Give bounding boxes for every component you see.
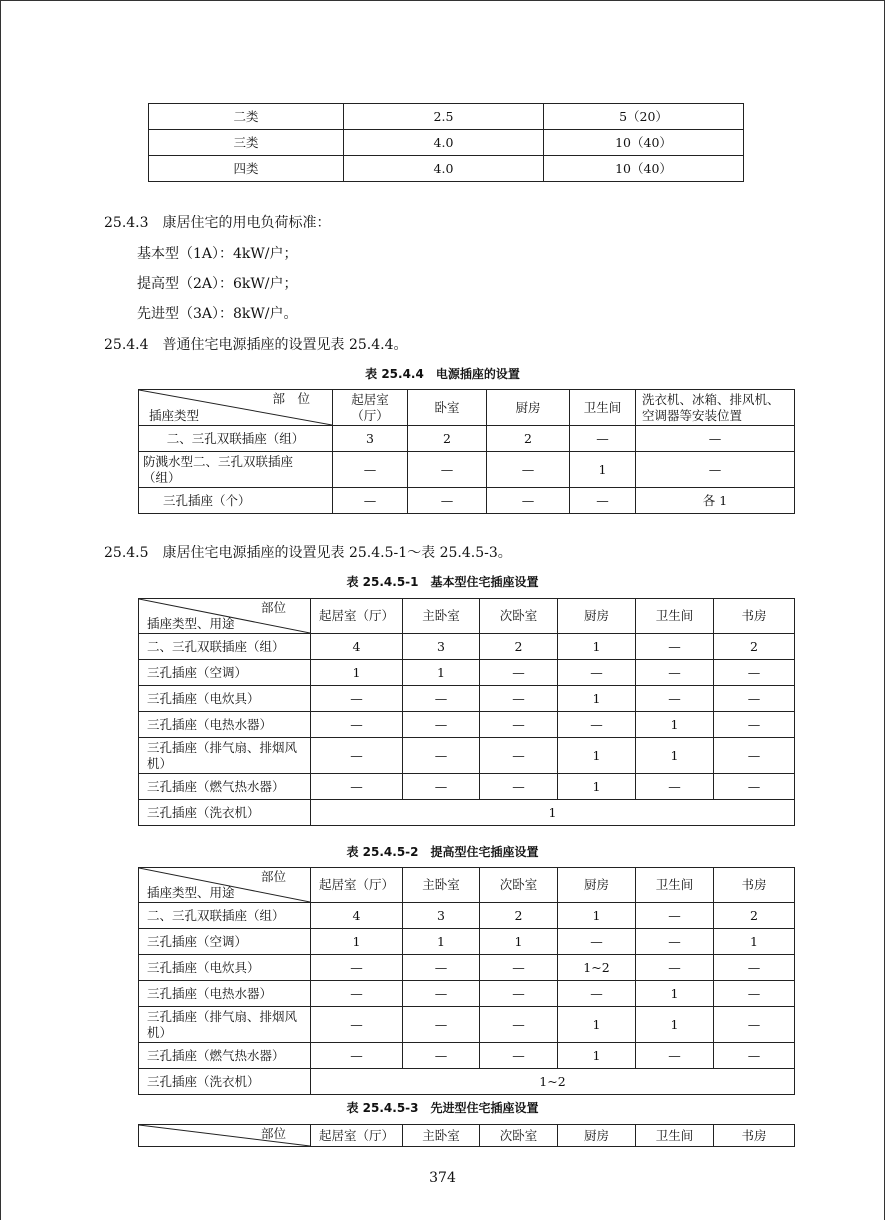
cell: — [408,488,487,514]
col-header: 主卧室 [403,868,480,903]
diagonal-header-cell [139,599,311,634]
table-power-class [148,103,744,182]
col-header: 起居室（厅） [311,599,403,634]
cell: 1 [714,929,795,955]
col-header: 卫生间 [636,868,714,903]
cell: 4 [311,903,403,929]
table-row [139,981,795,1007]
table-25-4-5-1-caption: 表 25.4.5-1 基本型住宅插座设置 [346,575,539,589]
cell: 2.5 [344,104,544,130]
row-label: 三孔插座（空调） [139,929,311,955]
cell: 2 [714,634,795,660]
cell: 1 [558,738,636,774]
col-header: 书房 [714,868,795,903]
cell: 1 [558,1007,636,1043]
row-label: 三孔插座（排气扇、排烟风机） [139,1007,311,1043]
table-row [139,1007,795,1043]
cell: — [311,981,403,1007]
cell: — [311,738,403,774]
cell: — [480,774,558,800]
cell: — [636,1043,714,1069]
cell: — [311,774,403,800]
cell: — [480,686,558,712]
table-row [139,634,795,660]
cell: — [714,712,795,738]
section-25-4-4-heading: 25.4.4 普通住宅电源插座的设置见表 25.4.4。 [104,337,408,353]
row-label: 二、三孔双联插座（组） [139,903,311,929]
cell: — [558,929,636,955]
cell: 各 1 [636,488,795,514]
cell: 1 [558,1043,636,1069]
cell: — [403,981,480,1007]
cell: 2 [480,634,558,660]
cell: — [558,981,636,1007]
cell: — [570,426,636,452]
table-25-4-4 [138,389,795,514]
table-row [149,156,744,182]
cell: — [570,488,636,514]
cell: — [403,1007,480,1043]
table-row [139,686,795,712]
cell: — [636,686,714,712]
cell: 1 [403,660,480,686]
cell: 3 [333,426,408,452]
cell: — [487,452,570,488]
cell: — [714,738,795,774]
cell: 10（40） [544,156,744,182]
table-row [139,800,795,826]
cell: — [636,426,795,452]
table-row [139,929,795,955]
cell: — [636,774,714,800]
cell: — [403,738,480,774]
cell: — [311,1043,403,1069]
cell: 4.0 [344,156,544,182]
cell: — [636,903,714,929]
table-row [139,738,795,774]
cell: — [311,1007,403,1043]
diagonal-header-cell [139,390,333,426]
cell: — [403,686,480,712]
table-row [149,104,744,130]
cell: 4.0 [344,130,544,156]
table-row [139,955,795,981]
cell: 3 [403,634,480,660]
cell: — [636,929,714,955]
cell: — [333,452,408,488]
cell: — [480,738,558,774]
cell: 1 [558,774,636,800]
row-label: 三孔插座（电热水器） [139,981,311,1007]
row-label: 二、三孔双联插座（组） [139,634,311,660]
load-standard-improved: 提高型（2A）：6kW/户； [137,276,298,292]
row-label: 三孔插座（电炊具） [139,955,311,981]
cell: — [480,1043,558,1069]
col-header: 主卧室 [403,1125,480,1147]
row-label: 三孔插座（电热水器） [139,712,311,738]
diag-bottom-label: 插座类型、用途 [147,885,235,901]
page-number: 374 [429,1170,456,1186]
cell: 2 [487,426,570,452]
table-row [139,1043,795,1069]
diag-top-label: 部位 [260,600,286,615]
col-header: 起居室（厅） [311,868,403,903]
cell: 二类 [149,104,344,130]
cell: 1 [636,712,714,738]
cell: 1~2 [558,955,636,981]
col-header: 次卧室 [480,1125,558,1147]
cell: — [558,712,636,738]
cell: 1 [558,686,636,712]
cell: 1 [480,929,558,955]
cell: — [558,660,636,686]
cell: — [714,955,795,981]
row-label: 二、三孔双联插座（组） [139,426,333,452]
cell: — [636,634,714,660]
col-header: 厨房 [558,599,636,634]
cell: 4 [311,634,403,660]
col-header: 起居室 （厅） [333,390,408,426]
cell: — [480,660,558,686]
row-label: 三孔插座（电炊具） [139,686,311,712]
cell: — [714,1043,795,1069]
col-header: 次卧室 [480,868,558,903]
row-label: 三孔插座（空调） [139,660,311,686]
table-25-4-5-2 [138,867,795,1095]
row-label: 三孔插座（洗衣机） [139,800,311,826]
cell: — [403,712,480,738]
col-header: 卫生间 [570,390,636,426]
row-label: 防溅水型二、三孔双联插座（组） [139,452,333,488]
diag-bottom-label: 插座类型、用途 [147,616,235,632]
cell: — [480,981,558,1007]
cell: 1 [636,1007,714,1043]
diag-top-label: 部位 [260,1126,286,1141]
cell: — [480,712,558,738]
cell: — [480,955,558,981]
table-row [139,774,795,800]
cell: — [403,1043,480,1069]
col-header: 卧室 [408,390,487,426]
section-25-4-5-heading: 25.4.5 康居住宅电源插座的设置见表 25.4.5-1～表 25.4.5-3。 [104,545,512,561]
col-header: 起居室（厅） [311,1125,403,1147]
cell: — [403,774,480,800]
cell: — [480,1007,558,1043]
section-25-4-3-heading: 25.4.3 康居住宅的用电负荷标准： [104,215,331,231]
diagonal-header-cell [139,1125,311,1147]
col-header: 主卧室 [403,599,480,634]
table-row [139,660,795,686]
table-row [139,903,795,929]
table-row [139,1069,795,1095]
diag-bottom-label: 插座类型 [149,408,200,424]
cell: 三类 [149,130,344,156]
cell: 1 [558,634,636,660]
col-header: 书房 [714,1125,795,1147]
cell: 1 [636,981,714,1007]
col-header: 厨房 [558,868,636,903]
row-label: 三孔插座（排气扇、排烟风机） [139,738,311,774]
cell: 1 [403,929,480,955]
cell: 2 [408,426,487,452]
cell: 5（20） [544,104,744,130]
cell: 1 [636,738,714,774]
table-25-4-5-1 [138,598,795,826]
table-25-4-5-3-caption: 表 25.4.5-3 先进型住宅插座设置 [346,1101,539,1115]
row-label: 三孔插座（燃气热水器） [139,1043,311,1069]
col-header: 洗衣机、冰箱、排风机、 空调器等安装位置 [636,390,795,426]
cell: — [636,452,795,488]
diag-top-label: 部 位 [272,391,310,406]
col-header: 卫生间 [636,1125,714,1147]
cell: — [714,686,795,712]
header-row [139,599,795,634]
table-row [149,130,744,156]
load-standard-basic: 基本型（1A）：4kW/户； [137,246,298,262]
cell: — [714,774,795,800]
row-label: 三孔插座（燃气热水器） [139,774,311,800]
merged-cell: 1 [311,800,795,826]
cell: 1 [311,660,403,686]
table-25-4-5-2-caption: 表 25.4.5-2 提高型住宅插座设置 [346,845,539,859]
col-header: 厨房 [487,390,570,426]
cell: — [636,660,714,686]
table-row [139,712,795,738]
row-label: 三孔插座（个） [139,488,333,514]
table-25-4-4-caption: 表 25.4.4 电源插座的设置 [365,367,520,381]
row-label: 三孔插座（洗衣机） [139,1069,311,1095]
col-header: 厨房 [558,1125,636,1147]
cell: 四类 [149,156,344,182]
table-25-4-5-3 [138,1124,795,1147]
header-row [139,1125,795,1147]
load-standard-advanced: 先进型（3A）：8kW/户。 [137,306,298,322]
cell: 3 [403,903,480,929]
cell: — [636,955,714,981]
cell: — [403,955,480,981]
cell: — [714,981,795,1007]
cell: 1 [311,929,403,955]
col-header: 次卧室 [480,599,558,634]
diag-top-label: 部位 [260,869,286,884]
cell: 10（40） [544,130,744,156]
cell: — [311,712,403,738]
cell: — [333,488,408,514]
cell: — [408,452,487,488]
cell: 2 [480,903,558,929]
merged-cell: 1~2 [311,1069,795,1095]
cell: 1 [570,452,636,488]
cell: 2 [714,903,795,929]
header-row [139,868,795,903]
diagonal-header-cell [139,868,311,903]
cell: — [714,660,795,686]
cell: — [311,686,403,712]
cell: — [714,1007,795,1043]
cell: 1 [558,903,636,929]
cell: — [311,955,403,981]
cell: — [487,488,570,514]
col-header: 卫生间 [636,599,714,634]
col-header: 书房 [714,599,795,634]
